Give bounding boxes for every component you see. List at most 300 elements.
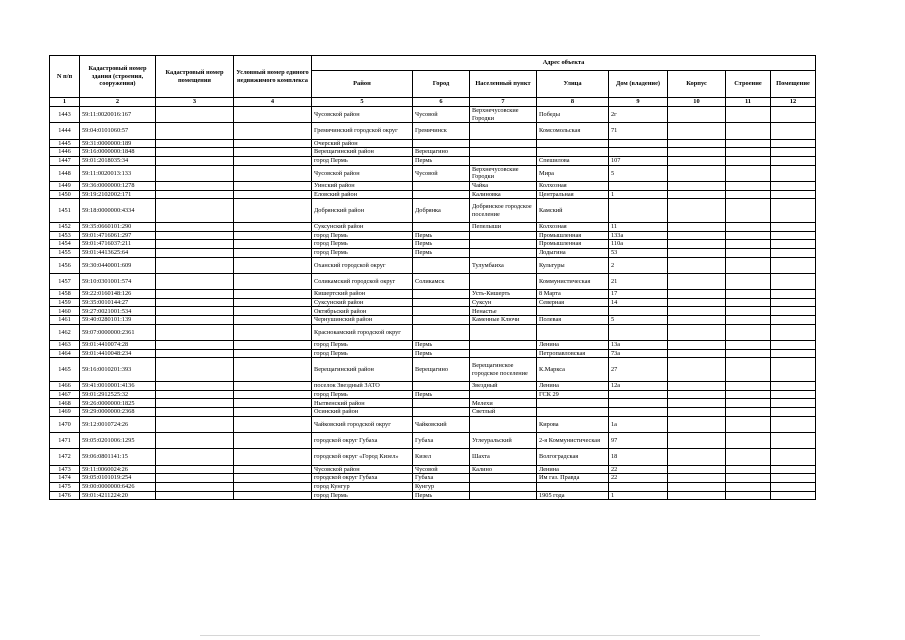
row-number: 1459 [50, 298, 80, 307]
building-cell [668, 181, 726, 190]
cadastral-cell: 59:06:0801141:15 [80, 449, 156, 465]
building-cell [668, 248, 726, 257]
table-row [50, 290, 816, 299]
structure-cell [726, 290, 771, 299]
street-cell [537, 324, 609, 340]
house-cell: 5 [609, 165, 668, 181]
district-cell: Оханский городской округ [312, 257, 413, 273]
table-row [50, 231, 816, 240]
table-row [50, 257, 816, 273]
district-cell: Соликамский городской округ [312, 273, 413, 289]
settlement-cell [470, 273, 537, 289]
header-premise: Кадастровый номер помещения [156, 56, 234, 98]
building-cell [668, 474, 726, 483]
row-number: 1456 [50, 257, 80, 273]
street-cell [537, 148, 609, 157]
conditional-cell [234, 248, 312, 257]
premise-cell [156, 165, 234, 181]
premise-cell [156, 341, 234, 350]
settlement-cell: Звездный [470, 382, 537, 391]
district-cell: Октябрьский район [312, 307, 413, 316]
street-cell: 1905 года [537, 491, 609, 500]
building-cell [668, 290, 726, 299]
building-cell [668, 465, 726, 474]
settlement-cell: Калиновка [470, 190, 537, 199]
city-cell [413, 139, 470, 148]
conditional-cell [234, 482, 312, 491]
cadastral-cell: 59:11:0060024:26 [80, 465, 156, 474]
conditional-cell [234, 324, 312, 340]
structure-cell [726, 223, 771, 232]
settlement-cell [470, 482, 537, 491]
table-row [50, 307, 816, 316]
settlement-cell: Каменные Ключи [470, 316, 537, 325]
row-number: 1452 [50, 223, 80, 232]
building-cell [668, 416, 726, 432]
building-cell [668, 190, 726, 199]
city-cell: Верещагино [413, 358, 470, 382]
district-cell: Гремячинский городской округ [312, 123, 413, 139]
city-cell: Чусовой [413, 107, 470, 123]
settlement-cell: Тулумбаиха [470, 257, 537, 273]
row-number: 1458 [50, 290, 80, 299]
city-cell [413, 257, 470, 273]
header-city: Город [413, 71, 470, 98]
building-cell [668, 107, 726, 123]
street-cell: Петропавловская [537, 349, 609, 358]
settlement-cell [470, 474, 537, 483]
district-cell: Верещагинский район [312, 358, 413, 382]
building-cell [668, 199, 726, 223]
city-cell [413, 298, 470, 307]
structure-cell [726, 349, 771, 358]
street-cell: Мира [537, 165, 609, 181]
city-cell: Пермь [413, 491, 470, 500]
room-cell [771, 123, 816, 139]
building-cell [668, 349, 726, 358]
column-number: 1 [50, 98, 80, 107]
settlement-cell [470, 148, 537, 157]
city-cell: Пермь [413, 156, 470, 165]
header-address: Адрес объекта [312, 56, 816, 71]
cadastral-cell: 59:12:0010724:26 [80, 416, 156, 432]
conditional-cell [234, 165, 312, 181]
conditional-cell [234, 390, 312, 399]
column-number: 4 [234, 98, 312, 107]
house-cell: 17 [609, 290, 668, 299]
district-cell: Чайковский городской округ [312, 416, 413, 432]
premise-cell [156, 190, 234, 199]
conditional-cell [234, 199, 312, 223]
conditional-cell [234, 449, 312, 465]
row-number: 1445 [50, 139, 80, 148]
room-cell [771, 181, 816, 190]
district-cell: Краснокамский городской округ [312, 324, 413, 340]
table-row [50, 382, 816, 391]
street-cell: Промышленная [537, 240, 609, 249]
street-cell: Ленина [537, 465, 609, 474]
row-number: 1443 [50, 107, 80, 123]
room-cell [771, 482, 816, 491]
row-number: 1476 [50, 491, 80, 500]
premise-cell [156, 240, 234, 249]
street-cell: Кирова [537, 416, 609, 432]
house-cell: 22 [609, 474, 668, 483]
header-cadastral: Кадастровый номер здания (строения, сооружения) [80, 56, 156, 98]
house-cell: 2г [609, 107, 668, 123]
cadastral-cell: 59:01:4413625:64 [80, 248, 156, 257]
cadastral-cell: 59:16:0000000:1848 [80, 148, 156, 157]
premise-cell [156, 199, 234, 223]
settlement-cell: Чайка [470, 181, 537, 190]
table-row [50, 199, 816, 223]
settlement-cell [470, 349, 537, 358]
street-cell [537, 139, 609, 148]
structure-cell [726, 341, 771, 350]
house-cell: 27 [609, 358, 668, 382]
premise-cell [156, 248, 234, 257]
premise-cell [156, 257, 234, 273]
house-cell [609, 482, 668, 491]
room-cell [771, 165, 816, 181]
house-cell [609, 307, 668, 316]
settlement-cell: Усть-Кишерть [470, 290, 537, 299]
street-cell [537, 482, 609, 491]
structure-cell [726, 298, 771, 307]
city-cell: Кизел [413, 449, 470, 465]
conditional-cell [234, 139, 312, 148]
settlement-cell: Верхнечусовские Городки [470, 165, 537, 181]
table-row [50, 316, 816, 325]
district-cell: городской округ Губаха [312, 433, 413, 449]
street-cell: Полевая [537, 316, 609, 325]
room-cell [771, 491, 816, 500]
structure-cell [726, 199, 771, 223]
conditional-cell [234, 307, 312, 316]
district-cell: город Пермь [312, 390, 413, 399]
structure-cell [726, 231, 771, 240]
column-number: 2 [80, 98, 156, 107]
row-number: 1467 [50, 390, 80, 399]
header-district: Район [312, 71, 413, 98]
room-cell [771, 223, 816, 232]
house-cell [609, 408, 668, 417]
conditional-cell [234, 273, 312, 289]
street-cell: Ленина [537, 382, 609, 391]
row-number: 1453 [50, 231, 80, 240]
conditional-cell [234, 240, 312, 249]
street-cell: Волгоградская [537, 449, 609, 465]
settlement-cell [470, 491, 537, 500]
cadastral-cell: 59:01:2912525:32 [80, 390, 156, 399]
structure-cell [726, 181, 771, 190]
table-body [50, 107, 816, 500]
room-cell [771, 273, 816, 289]
city-cell [413, 316, 470, 325]
row-number: 1463 [50, 341, 80, 350]
room-cell [771, 257, 816, 273]
header-room: Помещение [771, 71, 816, 98]
settlement-cell: Суксун [470, 298, 537, 307]
room-cell [771, 240, 816, 249]
column-number: 11 [726, 98, 771, 107]
structure-cell [726, 165, 771, 181]
street-cell: Им газ. Правда [537, 474, 609, 483]
district-cell: город Пермь [312, 156, 413, 165]
settlement-cell [470, 156, 537, 165]
house-cell [609, 199, 668, 223]
table-row [50, 240, 816, 249]
page-edge-line [200, 635, 760, 637]
table-row [50, 107, 816, 123]
house-cell [609, 139, 668, 148]
cadastral-cell: 59:35:0660101:290 [80, 223, 156, 232]
cadastral-cell: 59:40:0280101:139 [80, 316, 156, 325]
column-number-row [50, 98, 816, 107]
city-cell: Гремячинск [413, 123, 470, 139]
cadastral-cell: 59:11:0020016:167 [80, 107, 156, 123]
structure-cell [726, 248, 771, 257]
premise-cell [156, 382, 234, 391]
row-number: 1468 [50, 399, 80, 408]
settlement-cell [470, 341, 537, 350]
house-cell: 18 [609, 449, 668, 465]
table-row [50, 465, 816, 474]
room-cell [771, 107, 816, 123]
conditional-cell [234, 181, 312, 190]
building-cell [668, 449, 726, 465]
structure-cell [726, 482, 771, 491]
house-cell [609, 181, 668, 190]
city-cell [413, 190, 470, 199]
structure-cell [726, 316, 771, 325]
district-cell: Нытвенский район [312, 399, 413, 408]
premise-cell [156, 482, 234, 491]
cadastral-cell: 59:01:4410048:234 [80, 349, 156, 358]
cadastral-cell: 59:00:0000000:6426 [80, 482, 156, 491]
street-cell: Камский [537, 199, 609, 223]
structure-cell [726, 399, 771, 408]
table-row [50, 324, 816, 340]
city-cell [413, 399, 470, 408]
header-structure: Строение [726, 71, 771, 98]
district-cell: Суксунский район [312, 223, 413, 232]
city-cell [413, 181, 470, 190]
cadastral-cell: 59:36:0000000:1278 [80, 181, 156, 190]
city-cell [413, 290, 470, 299]
building-cell [668, 316, 726, 325]
street-cell [537, 399, 609, 408]
building-cell [668, 307, 726, 316]
row-number: 1472 [50, 449, 80, 465]
conditional-cell [234, 465, 312, 474]
premise-cell [156, 290, 234, 299]
house-cell [609, 390, 668, 399]
district-cell: Чусовской район [312, 165, 413, 181]
column-number: 6 [413, 98, 470, 107]
conditional-cell [234, 123, 312, 139]
street-cell: К.Маркса [537, 358, 609, 382]
row-number: 1457 [50, 273, 80, 289]
district-cell: город Пермь [312, 491, 413, 500]
conditional-cell [234, 290, 312, 299]
row-number: 1449 [50, 181, 80, 190]
row-number: 1465 [50, 358, 80, 382]
cadastral-cell: 59:41:0010001:4136 [80, 382, 156, 391]
settlement-cell [470, 416, 537, 432]
structure-cell [726, 240, 771, 249]
premise-cell [156, 399, 234, 408]
street-cell: 2-я Коммунистическая [537, 433, 609, 449]
city-cell: Пермь [413, 341, 470, 350]
structure-cell [726, 390, 771, 399]
structure-cell [726, 358, 771, 382]
cadastral-cell: 59:05:0101019:254 [80, 474, 156, 483]
street-cell: ГСК 29 [537, 390, 609, 399]
premise-cell [156, 474, 234, 483]
table-row [50, 358, 816, 382]
building-cell [668, 358, 726, 382]
premise-cell [156, 491, 234, 500]
house-cell: 5 [609, 316, 668, 325]
conditional-cell [234, 433, 312, 449]
table-row [50, 474, 816, 483]
column-number: 8 [537, 98, 609, 107]
room-cell [771, 416, 816, 432]
table-row [50, 416, 816, 432]
house-cell: 22 [609, 465, 668, 474]
district-cell: Уинский район [312, 181, 413, 190]
cadastral-cell: 59:19:2102002:171 [80, 190, 156, 199]
cadastral-cell: 59:35:0010144:27 [80, 298, 156, 307]
conditional-cell [234, 349, 312, 358]
cadastral-cell: 59:11:0020013:133 [80, 165, 156, 181]
district-cell: город Пермь [312, 231, 413, 240]
building-cell [668, 231, 726, 240]
building-cell [668, 139, 726, 148]
cadastral-cell: 59:01:4716037:211 [80, 240, 156, 249]
district-cell: Кишертский район [312, 290, 413, 299]
city-cell: Пермь [413, 231, 470, 240]
room-cell [771, 156, 816, 165]
structure-cell [726, 107, 771, 123]
premise-cell [156, 465, 234, 474]
room-cell [771, 358, 816, 382]
room-cell [771, 199, 816, 223]
district-cell: город Пермь [312, 349, 413, 358]
district-cell: город Пермь [312, 341, 413, 350]
building-cell [668, 148, 726, 157]
conditional-cell [234, 408, 312, 417]
street-cell: Колхозная [537, 181, 609, 190]
street-cell [537, 408, 609, 417]
district-cell: Верещагинский район [312, 148, 413, 157]
premise-cell [156, 349, 234, 358]
header-building: Корпус [668, 71, 726, 98]
document-sheet [49, 55, 815, 500]
row-number: 1450 [50, 190, 80, 199]
district-cell: город Пермь [312, 240, 413, 249]
row-number: 1447 [50, 156, 80, 165]
district-cell: Суксунский район [312, 298, 413, 307]
table-row [50, 165, 816, 181]
register-table [49, 55, 816, 500]
street-cell: 8 Марта [537, 290, 609, 299]
cadastral-cell: 59:27:0021001:534 [80, 307, 156, 316]
cadastral-cell: 59:26:0000000:1825 [80, 399, 156, 408]
structure-cell [726, 324, 771, 340]
conditional-cell [234, 416, 312, 432]
street-cell: Северная [537, 298, 609, 307]
cadastral-cell: 59:29:0000000:2368 [80, 408, 156, 417]
conditional-cell [234, 474, 312, 483]
district-cell: городской округ Губаха [312, 474, 413, 483]
conditional-cell [234, 341, 312, 350]
city-cell [413, 324, 470, 340]
table-row [50, 273, 816, 289]
row-number: 1474 [50, 474, 80, 483]
building-cell [668, 257, 726, 273]
room-cell [771, 190, 816, 199]
header-street: Улица [537, 71, 609, 98]
cadastral-cell: 59:22:0160148:126 [80, 290, 156, 299]
column-number: 5 [312, 98, 413, 107]
room-cell [771, 231, 816, 240]
street-cell [537, 307, 609, 316]
settlement-cell [470, 123, 537, 139]
district-cell: Очерский район [312, 139, 413, 148]
street-cell: Победы [537, 107, 609, 123]
house-cell: 12а [609, 382, 668, 391]
table-row [50, 433, 816, 449]
city-cell [413, 307, 470, 316]
table-row [50, 349, 816, 358]
structure-cell [726, 491, 771, 500]
column-number: 9 [609, 98, 668, 107]
premise-cell [156, 449, 234, 465]
cadastral-cell: 59:01:4716061:297 [80, 231, 156, 240]
street-cell: Спешилова [537, 156, 609, 165]
row-number: 1464 [50, 349, 80, 358]
room-cell [771, 433, 816, 449]
premise-cell [156, 316, 234, 325]
table-row [50, 491, 816, 500]
city-cell: Пермь [413, 240, 470, 249]
settlement-cell [470, 231, 537, 240]
row-number: 1460 [50, 307, 80, 316]
city-cell [413, 382, 470, 391]
premise-cell [156, 156, 234, 165]
room-cell [771, 316, 816, 325]
conditional-cell [234, 491, 312, 500]
building-cell [668, 341, 726, 350]
row-number: 1444 [50, 123, 80, 139]
building-cell [668, 156, 726, 165]
street-cell: Комсомольская [537, 123, 609, 139]
cadastral-cell: 59:01:4211224:20 [80, 491, 156, 500]
cadastral-cell: 59:01:2018035:34 [80, 156, 156, 165]
district-cell: Добрянский район [312, 199, 413, 223]
city-cell: Пермь [413, 390, 470, 399]
settlement-cell [470, 390, 537, 399]
street-cell: Центральная [537, 190, 609, 199]
room-cell [771, 298, 816, 307]
room-cell [771, 474, 816, 483]
structure-cell [726, 148, 771, 157]
row-number: 1471 [50, 433, 80, 449]
house-cell: 133а [609, 231, 668, 240]
structure-cell [726, 123, 771, 139]
